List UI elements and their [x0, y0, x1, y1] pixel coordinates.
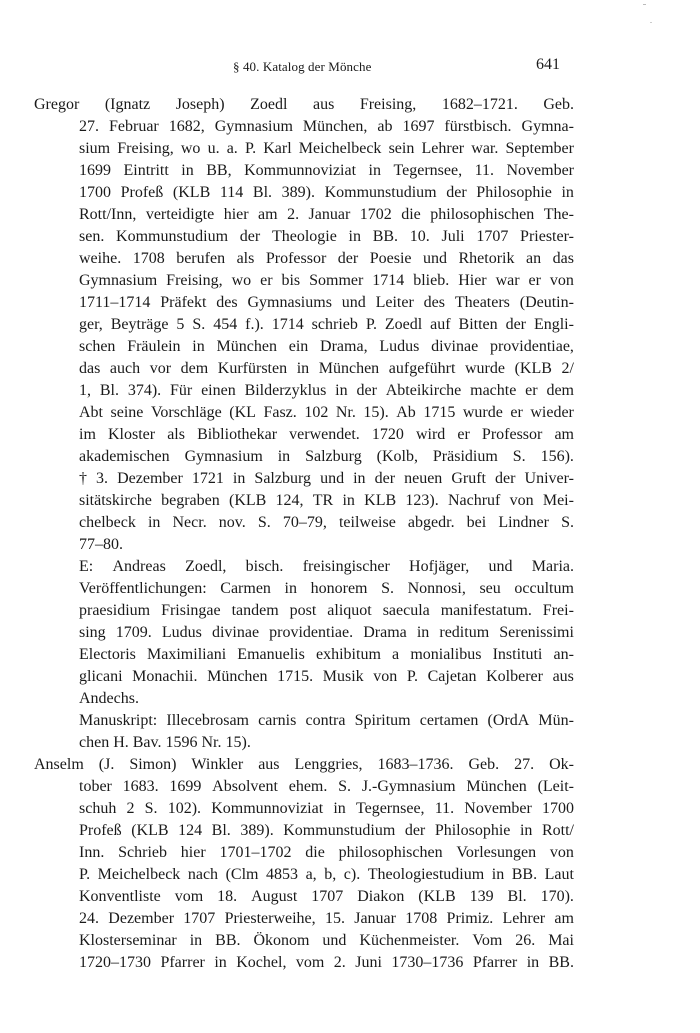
text-line: 1711–1714 Präfekt des Gymnasiums und Leiter des Theaters (Deutin- — [79, 294, 574, 311]
text-line: sen. Kommunstudium der Theologie in BB. 10. Juli 1707 Priester- — [79, 228, 574, 245]
catalog-entry — [34, 754, 574, 974]
text-line: 77–80. — [79, 536, 123, 553]
text-line: weihe. 1708 berufen als Professor der Poesie und Rhetorik an das — [79, 250, 574, 267]
text-line: im Kloster als Bibliothekar verwendet. 1720 wird er Professor am — [79, 426, 574, 443]
text-line: 1, Bl. 374). Für einen Bilderzyklus in der Abteikirche machte er dem — [79, 382, 574, 399]
text-line: sing 1709. Ludus divinae providentiae. Drama in reditum Serenissimi — [79, 624, 574, 641]
scan-mark — [650, 22, 652, 23]
text-line: sitätskirche begraben (KLB 124, TR in KLB 123). Nachruf von Mei- — [79, 492, 574, 509]
text-line: tober 1683. 1699 Absolvent ehem. S. J.-Gymnasium München (Leit- — [79, 778, 574, 795]
text-line: akademischen Gymnasium in Salzburg (Kolb, Präsidium S. 156). — [79, 448, 574, 465]
text-line: Abt seine Vorschläge (KL Fasz. 102 Nr. 15). Ab 1715 wurde er wieder — [79, 404, 574, 421]
text-line: E: Andreas Zoedl, bisch. freisingischer Hofjäger, und Maria. — [79, 558, 574, 575]
text-line: glicani Monachii. München 1715. Musik von P. Cajetan Kolberer aus — [79, 668, 574, 685]
text-line: 1720–1730 Pfarrer in Kochel, vom 2. Juni 1730–1736 Pfarrer in BB. — [79, 954, 574, 971]
entry-heading-line: Gregor (Ignatz Joseph) Zoedl aus Freising, 1682–1721. Geb. — [34, 96, 574, 113]
entry-heading-line: Anselm (J. Simon) Winkler aus Lenggries, 1683–1736. Geb. 27. Ok- — [34, 756, 574, 773]
text-line: † 3. Dezember 1721 in Salzburg und in der neuen Gruft der Univer- — [79, 470, 574, 487]
text-line: das auch vor dem Kurfürsten in München aufgeführt wurde (KLB 2/ — [79, 360, 574, 377]
text-line: ger, Beyträge 5 S. 454 f.). 1714 schrieb P. Zoedl auf Bitten der Engli- — [79, 316, 574, 333]
text-line: sium Freising, wo u. a. P. Karl Meichelbeck sein Lehrer war. September — [79, 140, 574, 157]
text-line: 1700 Profeß (KLB 114 Bl. 389). Kommunstudium der Philosophie in — [79, 184, 574, 201]
page-number: 641 — [536, 56, 560, 73]
text-line: Manuskript: Illecebrosam carnis contra Spiritum certamen (OrdA Mün- — [79, 712, 574, 729]
text-line: Inn. Schrieb hier 1701–1702 die philosophischen Vorlesungen von — [79, 844, 574, 861]
text-line: praesidium Frisingae tandem post aliquot saecula manifestatum. Frei- — [79, 602, 574, 619]
text-line: Electoris Maximiliani Emanuelis exhibitum a monialibus Instituti an- — [79, 646, 574, 663]
text-line: Klosterseminar in BB. Ökonom und Küchenmeister. Vom 26. Mai — [79, 932, 574, 949]
text-line: Konventliste vom 18. August 1707 Diakon (KLB 139 Bl. 170). — [79, 888, 574, 905]
text-line: 27. Februar 1682, Gymnasium München, ab 1697 fürstbisch. Gymna- — [79, 118, 574, 135]
text-line: 1699 Eintritt in BB, Kommunnoviziat in Tegernsee, 11. November — [79, 162, 574, 179]
text-line: schen Fräulein in München ein Drama, Ludus divinae providentiae, — [79, 338, 574, 355]
scan-mark — [643, 4, 646, 5]
text-line: Gymnasium Freising, wo er bis Sommer 1714 blieb. Hier war er von — [79, 272, 574, 289]
catalog-text — [34, 94, 574, 974]
text-line: schuh 2 S. 102). Kommunnoviziat in Tegernsee, 11. November 1700 — [79, 800, 574, 817]
text-line: Rott/Inn, verteidigte hier am 2. Januar 1702 die philosophischen The- — [79, 206, 574, 223]
text-line: Profeß (KLB 124 Bl. 389). Kommunstudium der Philosophie in Rott/ — [79, 822, 574, 839]
text-line: P. Meichelbeck nach (Clm 4853 a, b, c). Theologiestudium in BB. Laut — [79, 866, 574, 883]
text-line: chen H. Bav. 1596 Nr. 15). — [79, 734, 251, 751]
text-line: Andechs. — [79, 690, 139, 707]
running-head: § 40. Katalog der Mönche — [233, 59, 372, 74]
catalog-entry — [34, 94, 574, 754]
text-line: 24. Dezember 1707 Priesterweihe, 15. Januar 1708 Primiz. Lehrer am — [79, 910, 574, 927]
text-line: chelbeck in Necr. nov. S. 70–79, teilweise abgedr. bei Lindner S. — [79, 514, 574, 531]
text-line: Veröffentlichungen: Carmen in honorem S. Nonnosi, seu occultum — [79, 580, 574, 597]
